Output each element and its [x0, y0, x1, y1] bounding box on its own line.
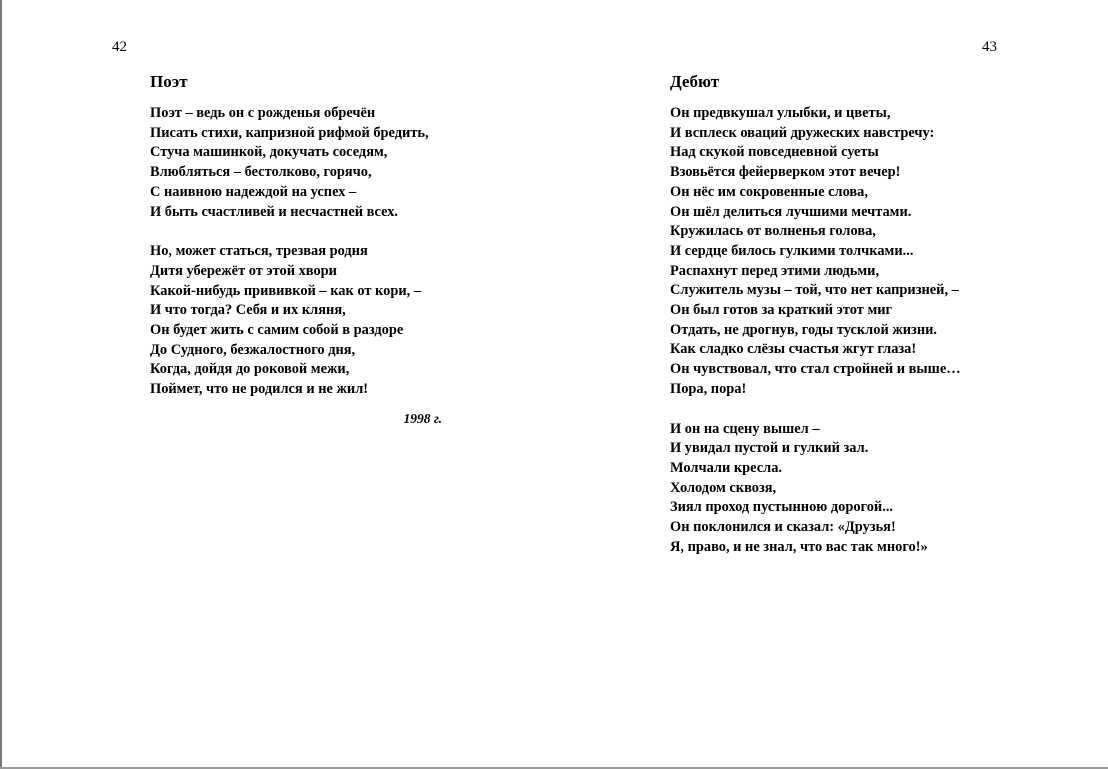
poem-line: Он поклонился и сказал: «Друзья!	[670, 519, 896, 536]
poem-line: И сердце билось гулкими толчками...	[670, 242, 914, 259]
poem-line: Стуча машинкой, докучать соседям,	[150, 144, 388, 161]
poem-line: Отдать, не дрогнув, годы тусклой жизни.	[670, 321, 938, 338]
poem-line: Молчали кресла.	[670, 459, 782, 476]
poem-line: Но, может статься, трезвая родня	[150, 243, 368, 260]
stanza	[670, 104, 1030, 400]
poem-line: Пора, пора!	[670, 380, 747, 397]
poem-line: Он шёл делиться лучшими мечтами.	[670, 203, 912, 220]
poem-title: Поэт	[150, 72, 188, 91]
poem-title: Дебют	[670, 72, 720, 91]
stanza	[150, 104, 480, 222]
poem-line: До Судного, безжалостного дня,	[150, 341, 356, 358]
poem-line: Он предвкушал улыбки, и цветы,	[670, 105, 891, 121]
poem-line: Над скукой повседневной суеты	[670, 144, 879, 161]
poem-line: Дитя убережёт от этой хвори	[150, 262, 337, 279]
poem-line: Я, право, и не знал, что вас так много!»	[670, 538, 928, 555]
page-number-right: 43	[982, 39, 997, 55]
page-edge-left	[0, 0, 2, 769]
stanza	[150, 242, 480, 400]
poem-line: Когда, дойдя до роковой межи,	[150, 361, 350, 378]
stanza	[670, 420, 1030, 558]
poem-date: 1998 г.	[403, 410, 442, 426]
poem-line: Как сладко слёзы счастья жгут глаза!	[670, 341, 917, 358]
poem-line: Холодом сквозя,	[670, 479, 777, 496]
poem-right	[670, 72, 1030, 577]
poem-line: Поймет, что не родился и не жил!	[150, 381, 369, 398]
poem-line: Писать стихи, капризной рифмой бредить,	[150, 124, 429, 141]
poem-line: Он чувствовал, что стал стройней и выше…	[670, 361, 961, 378]
page-number-left: 42	[112, 39, 127, 55]
poem-line: И увидал пустой и гулкий зал.	[670, 440, 869, 457]
poem-line: Служитель музы – той, что нет капризней, –	[670, 282, 959, 299]
poem-line: Зиял проход пустынною дорогой...	[670, 499, 894, 516]
poem-line: И что тогда? Себя и их кляня,	[150, 302, 346, 319]
poem-line: Он будет жить с самим собой в раздоре	[150, 322, 404, 339]
poem-line: Поэт – ведь он с рожденья обречён	[150, 105, 376, 121]
poem-line: Он был готов за краткий этот миг	[670, 302, 893, 319]
poem-line: Какой-нибудь прививкой – как от кори, –	[150, 282, 422, 299]
poem-line: Он нёс им сокровенные слова,	[670, 183, 868, 200]
poem-line: Кружилась от волненья голова,	[670, 223, 876, 240]
poem-left	[150, 72, 480, 428]
poem-line: И быть счастливей и несчастней всех.	[150, 203, 398, 220]
poem-line: И всплеск оваций дружеских навстречу:	[670, 124, 935, 141]
poem-line: И он на сцену вышел –	[670, 420, 820, 437]
poem-line: С наивною надеждой на успех –	[150, 183, 357, 200]
poem-line: Распахнут перед этими людьми,	[670, 262, 880, 279]
poem-line: Влюбляться – бестолково, горячо,	[150, 164, 372, 181]
poem-line: Взовьётся фейерверком этот вечер!	[670, 164, 901, 181]
